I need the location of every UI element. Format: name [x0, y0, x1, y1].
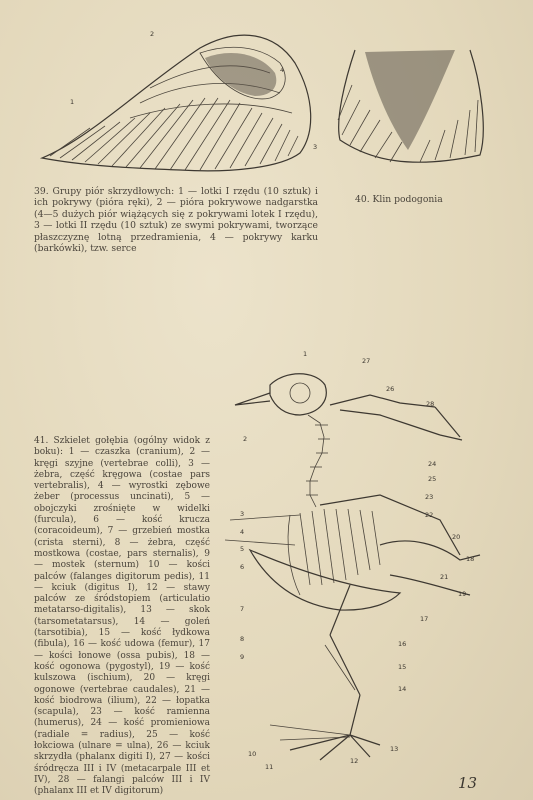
fig41-label-8: 8 [240, 635, 245, 643]
fig39-label-4: 4 [280, 66, 285, 74]
fig41-label-25: 25 [428, 475, 437, 483]
fig40-caption [355, 194, 475, 205]
fig41-label-11: 11 [265, 763, 274, 771]
fig41-label-9: 9 [240, 653, 245, 661]
fig39-label-1: 1 [70, 98, 75, 106]
fig41-label-23: 23 [425, 493, 434, 501]
fig41-label-14: 14 [398, 685, 407, 693]
fig41-label-17: 17 [420, 615, 429, 623]
fig41-label-5: 5 [240, 545, 245, 553]
fig39-caption-text: 39. Grupy piór skrzydłowych: 1 — lotki I rzędu (10 sztuk) i ich pokrywy (pióra ręki), 2 — pióra pokrywowe nadgarstka (4—5 dużych piór wiążących się z pokrywami lotek I rzędu), 3 — lotki II rzędu (10 sztuk) ze swymi pokrywami, tworzące płaszczyznę lotną przedramienia, 4 — pokrywy karku (barkówki), tzw. serce [34, 186, 318, 255]
fig39-label-3: 3 [313, 143, 318, 151]
figure-41-skeleton [200, 345, 500, 775]
figure-40-wedge [330, 40, 490, 180]
fig41-caption-text: 41. Szkielet gołębia (ogólny widok z boku): 1 — czaszka (cranium), 2 — kręgi szyjne (vertebrae colli), 3 — żebra, część kręgowa (costae pars vertebralis), 4 — wyrostki zębowe żeber (processus uncinati), 5 — obojczyki zrośnięte w widelki (furcula), 6 — kość krucza (coracoideum), 7 — grzebień mostka (crista sterni), 8 — żebra, część mostkowa (costae, pars sternalis), 9 — mostek (sternum) 10 — kości palców (falanges digitorum pedis), 11 — kciuk (digitus I), 12 — stawy palców ze śródstopiem (articulatio metatarso-digitalis), 13 — skok (tarsometatarsus), 14 — goleń (tarsotibia), 15 — kość łydkowa (fibula), 16 — kość udowa (femur), 17 — kości łonowe (ossa pubis), 18 — kość ogonowa (pygostyl), 19 — kość kulszowa (ischium), 20 — kręgi ogonowe (vertebrae caudales), 21 — kość biodrowa (ilium), 22 — łopatka (scapula), 23 — kość ramienna (humerus), 24 — kość promieniowa (radiale = radius), 25 — kość łokciowa (ulnare = ulna), 26 — kciuk skrzydła (phalanx digiti I), 27 — kości śródręcza III i IV (metacarpale III et IV), 28 — falangi palców III i IV (phalanx III et IV digitorum) [34, 436, 210, 797]
fig39-caption [34, 186, 318, 254]
fig41-label-26: 26 [386, 385, 395, 393]
fig41-label-4: 4 [240, 528, 245, 536]
fig41-label-27: 27 [362, 357, 371, 365]
fig41-label-3: 3 [240, 510, 245, 518]
fig41-label-22: 22 [425, 511, 434, 519]
fig41-label-21: 21 [440, 573, 449, 581]
skeleton-drawing [200, 345, 500, 775]
fig41-label-7: 7 [240, 605, 245, 613]
fig41-label-15: 15 [398, 663, 407, 671]
fig39-label-2: 2 [150, 30, 155, 38]
fig41-label-10: 10 [248, 750, 257, 758]
fig41-label-12: 12 [350, 757, 359, 765]
fig41-label-13: 13 [390, 745, 399, 753]
fig41-label-24: 24 [428, 460, 437, 468]
fig41-label-28: 28 [426, 400, 435, 408]
wedge-drawing [330, 40, 490, 180]
wing-drawing [30, 18, 330, 188]
fig41-label-16: 16 [398, 640, 407, 648]
figure-39-wing [30, 18, 330, 188]
fig41-label-18: 18 [466, 555, 475, 563]
fig41-label-6: 6 [240, 563, 245, 571]
fig41-label-20: 20 [452, 533, 461, 541]
fig41-label-2: 2 [243, 435, 248, 443]
fig41-caption [34, 436, 210, 798]
page-number: 13 [458, 774, 478, 792]
fig41-label-1: 1 [303, 350, 308, 358]
fig41-label-19: 19 [458, 590, 467, 598]
fig40-caption-text: 40. Klin podogonia [355, 194, 443, 205]
